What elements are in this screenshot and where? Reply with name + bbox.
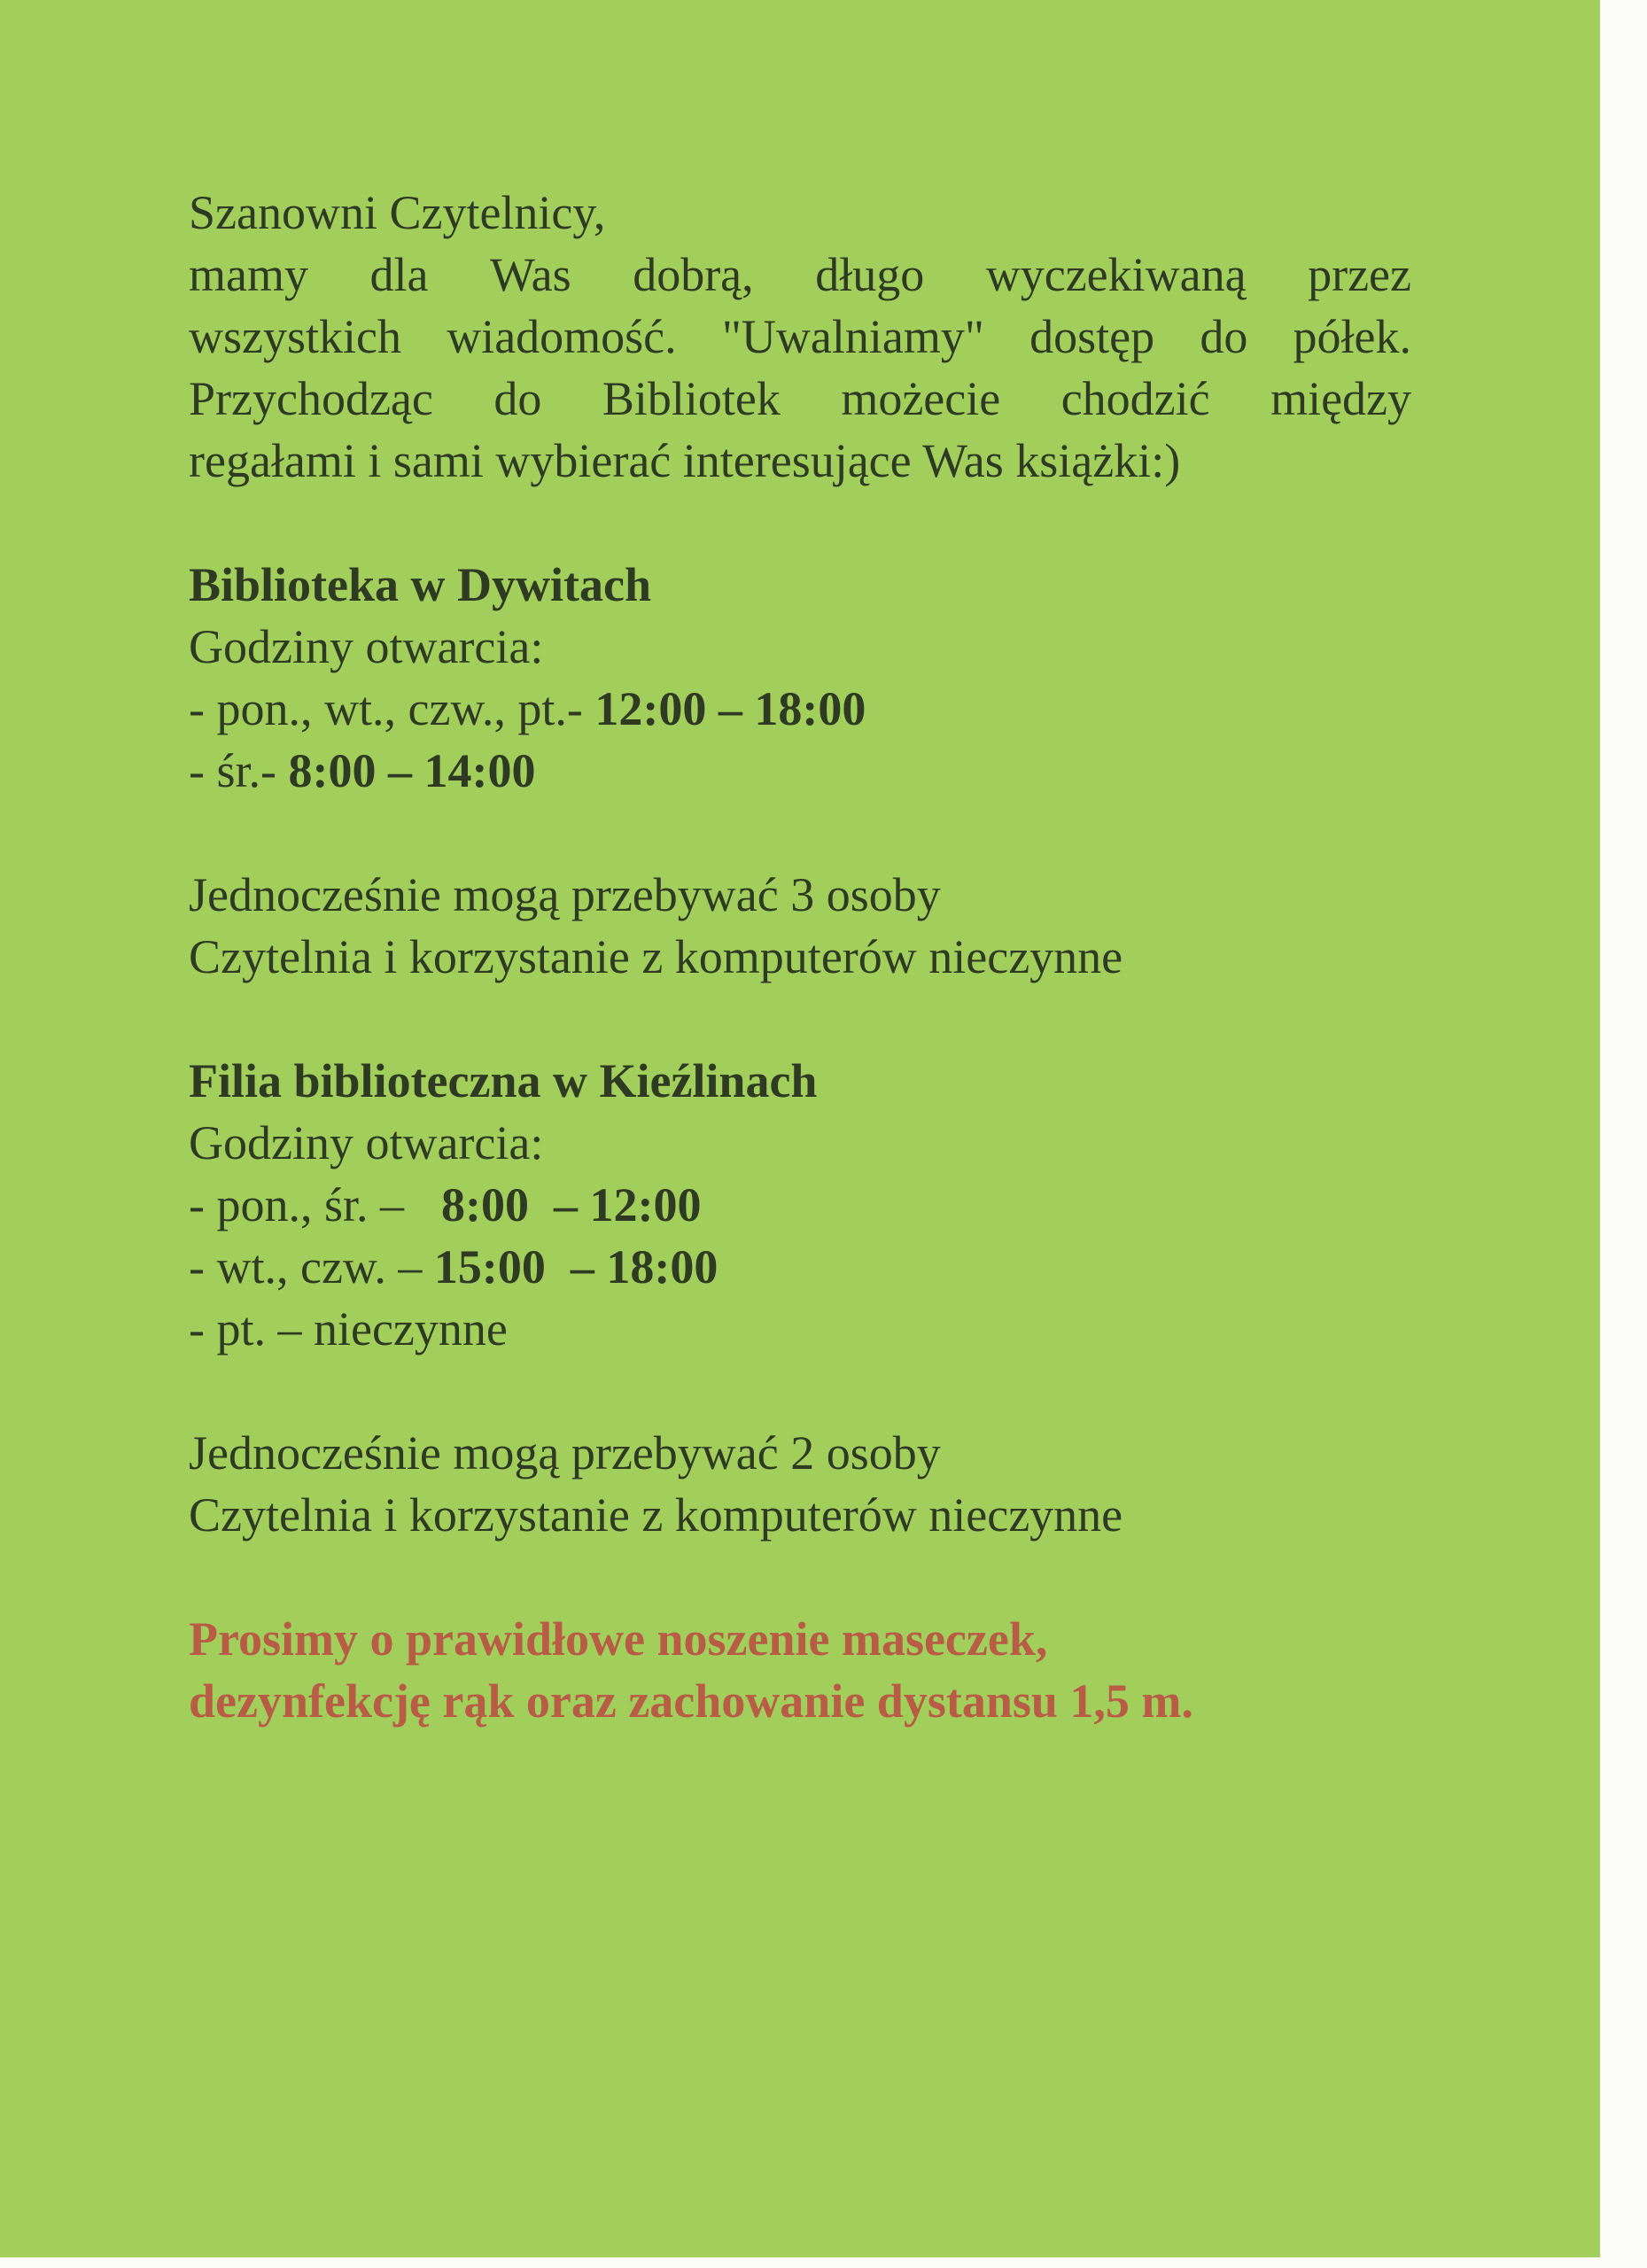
intro-line-2 — [189, 306, 1411, 368]
dywity-hours-label: Godziny otwarcia: — [189, 620, 544, 673]
word: mamy — [189, 248, 308, 301]
dywity-hours-row-2 — [189, 740, 1411, 802]
kieslin-closed-note: Czytelnia i korzystanie z komputerów nieczynne — [189, 1488, 1123, 1542]
word: Was — [490, 248, 571, 301]
dywity-title: Biblioteka w Dywitach — [189, 558, 652, 611]
word: wszystkich — [189, 310, 401, 363]
word: "Uwalniamy" — [721, 310, 984, 363]
intro-line-3 — [189, 368, 1411, 430]
hours-to: – 12:00 — [553, 1178, 702, 1231]
kieslin-hours-row-1 — [189, 1174, 1411, 1236]
word: półek. — [1293, 310, 1412, 363]
kieslin-hours-label: Godziny otwarcia: — [189, 1116, 544, 1169]
greeting: Szanowni Czytelnicy, — [189, 186, 606, 239]
spacer — [189, 802, 1411, 864]
word: możecie — [841, 372, 1001, 425]
days: - śr.- — [189, 744, 289, 797]
spacer — [189, 988, 1411, 1050]
hygiene-notice-line-1: Prosimy o prawidłowe noszenie maseczek, — [189, 1612, 1048, 1666]
word: wyczekiwaną — [985, 248, 1247, 301]
hours-to: – 18:00 — [570, 1240, 719, 1293]
kieslin-title: Filia biblioteczna w Kieźlinach — [189, 1054, 818, 1107]
scan-margin-bottom — [0, 2257, 1600, 2268]
scan-margin-right — [1600, 0, 1647, 2268]
kieslin-hours-row-2 — [189, 1236, 1411, 1298]
dywity-closed-note: Czytelnia i korzystanie z komputerów nieczynne — [189, 930, 1123, 983]
word: wiadomość. — [447, 310, 677, 363]
hours: 12:00 – 18:00 — [594, 682, 866, 735]
hours-from: 15:00 — [433, 1240, 546, 1293]
dywity-capacity: Jednocześnie mogą przebywać 3 osoby — [189, 868, 941, 921]
word: przez — [1308, 248, 1411, 301]
hygiene-notice-line-2: dezynfekcję rąk oraz zachowanie dystansu 1,5 m. — [189, 1674, 1193, 1728]
word: dla — [369, 248, 429, 301]
days: - pon., wt., czw., pt.- — [189, 682, 595, 735]
kieslin-hours-row-3: - pt. – nieczynne — [189, 1302, 508, 1355]
spacer — [189, 1360, 1411, 1422]
spacer — [189, 1546, 1411, 1608]
dywity-hours-row-1 — [189, 678, 1411, 740]
word: dobrą, — [633, 248, 754, 301]
intro-line-1 — [189, 244, 1411, 306]
spacer — [189, 492, 1411, 554]
word: do — [493, 372, 542, 425]
word: długo — [815, 248, 925, 301]
word: dostęp — [1029, 310, 1155, 363]
word: chodzić — [1060, 372, 1210, 425]
hours-from: 8:00 — [441, 1178, 529, 1231]
word: między — [1270, 372, 1412, 425]
word: Bibliotek — [602, 372, 781, 425]
hours: 8:00 – 14:00 — [288, 744, 536, 797]
days: - wt., czw. – — [189, 1240, 434, 1293]
word: do — [1200, 310, 1248, 363]
kieslin-capacity: Jednocześnie mogą przebywać 2 osoby — [189, 1426, 941, 1480]
days: - pon., śr. – — [189, 1178, 404, 1231]
intro-last-line: regałami i sami wybierać interesujące Was książki:) — [189, 434, 1181, 487]
word: Przychodząc — [189, 372, 433, 425]
notice-content — [189, 182, 1411, 1732]
